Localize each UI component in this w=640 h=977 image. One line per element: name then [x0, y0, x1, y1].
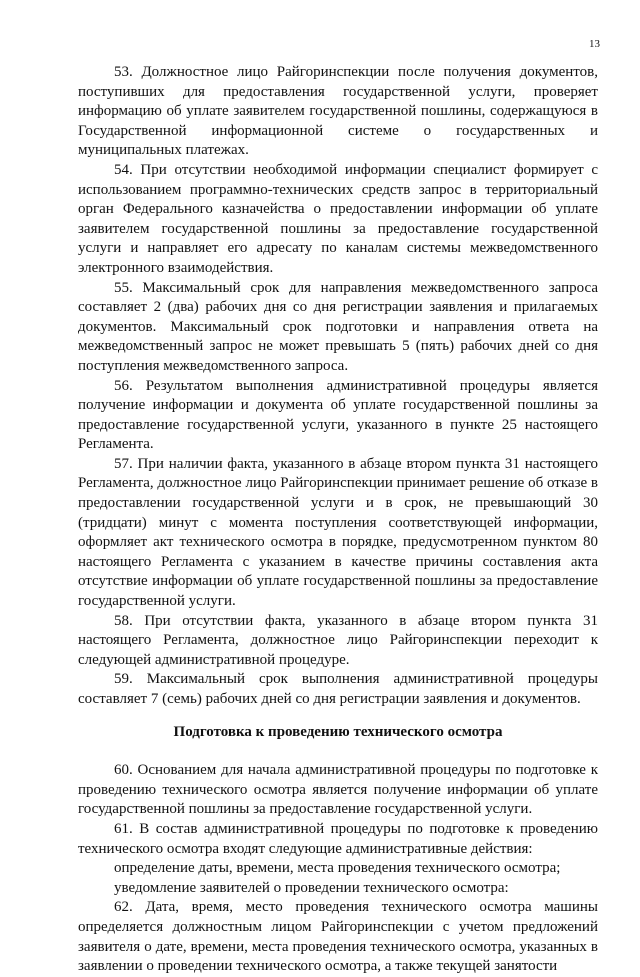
paragraph-53: 53. Должностное лицо Райгоринспекции после получения документов, поступивших для предоставления государственной услуги, проверяет информацию об уплате заявителем государственной пошлины, содержащуюся в Государственной информационной системе о государственных и муниципальных платежах.: [78, 64, 598, 159]
paragraph-59: 59. Максимальный срок выполнения административной процедуры составляет 7 (семь) рабочих дней со дня регистрации заявления и документов.: [78, 671, 598, 707]
paragraph-60: 60. Основанием для начала административной процедуры по подготовке к проведению технического осмотра является получение информации об уплате государственной пошлины за предоставление государственной услуги.: [78, 762, 598, 818]
paragraph-62: 62. Дата, время, место проведения технического осмотра машины определяется должностным лицом Райгоринспекции с учетом предложений заявителя о дате, времени, места проведения технического осмотра, указанных в заявлении о проведении технического осмотра, а также текущей занятости: [78, 899, 598, 975]
section-heading: Подготовка к проведению технического осмотра: [173, 723, 503, 740]
page-body: [78, 63, 598, 977]
paragraph-61-item-2: уведомление заявителей о проведении технического осмотра:: [114, 879, 509, 896]
paragraph-54: 54. При отсутствии необходимой информации специалист формирует с использованием программно-технических средств запрос в территориальный орган Федерального казначейства о предоставлении информации об уплате заявителем государственной пошлины за предоставление государственной услуги и направляет его адресату по каналам системы межведомственного электронного взаимодействия.: [78, 161, 598, 276]
paragraph-57: 57. При наличии факта, указанного в абзаце втором пункта 31 настоящего Регламента, должностное лицо Райгоринспекции принимает решение об отказе в предоставлении государственной услуги и в срок, не превышающий 30 (тридцати) минут с момента поступления соответствующей информации, оформляет акт технического осмотра в порядке, предусмотренном пунктом 80 настоящего Регламента с указанием в качестве причины составления акта отсутствие информации об уплате государственной пошлины за предоставление государственной услуги.: [78, 455, 598, 610]
paragraph-58: 58. При отсутствии факта, указанного в абзаце втором пункта 31 настоящего Регламента, должностное лицо Райгоринспекции переходит к следующей административной процедуре.: [78, 612, 598, 668]
paragraph-61: 61. В состав административной процедуры по подготовке к проведению технического осмотра входят следующие административные действия:: [78, 820, 598, 857]
page-number: 13: [589, 38, 600, 50]
paragraph-55: 55. Максимальный срок для направления межведомственного запроса составляет 2 (два) рабочих дня со дня регистрации заявления и прилагаемых документов. Максимальный срок подготовки и направления ответа на межведомственный запрос не может превышать 5 (пять) рабочих дней со дня поступления межведомственного запроса.: [78, 279, 598, 374]
paragraph-56: 56. Результатом выполнения административной процедуры является получение информации и документа об уплате государственной пошлины за предоставление государственной услуги, указанного в пункте 25 настоящего Регламента.: [78, 377, 598, 453]
paragraph-61-item-1: определение даты, времени, места проведения технического осмотра;: [114, 860, 561, 877]
